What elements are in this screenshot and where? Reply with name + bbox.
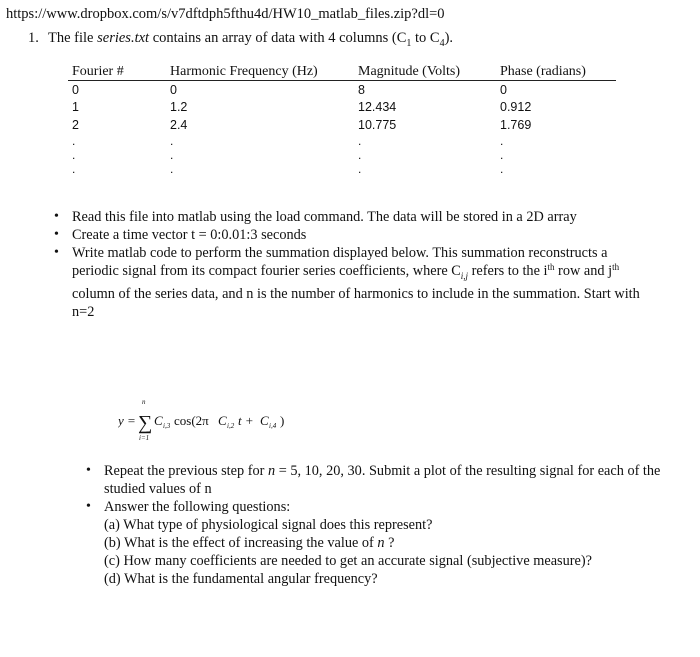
question-c: (c) How many coefficients are needed to get an accurate signal (subjective measure)?	[104, 553, 592, 569]
header-phase: Phase (radians)	[496, 64, 616, 81]
question-b-text: (b) What is the effect of increasing the value of	[104, 535, 378, 551]
list-item	[84, 498, 664, 588]
series-table	[68, 64, 616, 176]
table-cell: 10.775	[358, 117, 397, 132]
question-d: (d) What is the fundamental angular frequency?	[104, 571, 378, 587]
question-number: 1.	[28, 30, 39, 46]
eq-c3-sub: i,3	[163, 422, 171, 430]
question-b-end: ?	[384, 535, 395, 551]
eq-c2: C	[218, 413, 227, 428]
header-harmonic-frequency: Harmonic Frequency (Hz)	[166, 64, 354, 81]
table-cell: 0	[72, 82, 79, 97]
table-cell: 0	[500, 82, 507, 97]
ellipsis-cell: .	[72, 133, 76, 148]
followup-list	[84, 462, 664, 588]
list-item	[52, 208, 652, 226]
question-end: ).	[444, 30, 454, 46]
question-to: to C	[411, 30, 440, 46]
instruction-answer: Answer the following questions:	[104, 499, 291, 515]
instruction-summation: Write matlab code to perform the summation displayed below. This summation reconstructs a periodic signal from its compact fourier series coefficients, where C	[72, 245, 608, 279]
question-heading	[28, 30, 453, 49]
ellipsis-cell: .	[170, 161, 174, 176]
eq-c4: C	[260, 413, 269, 428]
table-cell: 2	[72, 117, 79, 132]
ellipsis-cell: .	[500, 161, 504, 176]
table-header-row	[68, 64, 616, 81]
list-item	[52, 226, 652, 244]
eq-t: t +	[238, 413, 254, 428]
table-row-ellipsis	[68, 134, 616, 148]
table-row	[68, 116, 616, 134]
source-url: https://www.dropbox.com/s/v7dftdph5fthu4d/HW10_matlab_files.zip?dl=0	[6, 6, 445, 22]
question-a: (a) What type of physiological signal does this represent?	[104, 517, 433, 533]
header-fourier: Fourier #	[68, 64, 166, 81]
instruction-summation-cont3: column of the series data, and n is the number of harmonics to include in the summation. Start with n=2	[72, 285, 640, 320]
ellipsis-cell: .	[358, 161, 362, 176]
question-text-cont: contains an array of data with 4 columns (C	[149, 30, 407, 46]
instruction-summation-cont: refers to the i	[468, 263, 548, 279]
table-row-ellipsis	[68, 162, 616, 176]
table-row	[68, 99, 616, 117]
instruction-repeat: Repeat the previous step for	[104, 463, 268, 479]
list-item	[52, 244, 652, 321]
list-item	[84, 462, 664, 498]
file-name: series.txt	[97, 30, 150, 46]
table-cell: 0	[170, 82, 177, 97]
instruction-summation-cont2: row and j	[554, 263, 613, 279]
eq-lhs: y =	[118, 413, 136, 428]
eq-c4-sub: i,4	[269, 422, 277, 430]
table-row	[68, 81, 616, 99]
eq-c2-sub: i,2	[227, 422, 235, 430]
summation-equation	[118, 396, 318, 446]
ellipsis-cell: .	[72, 147, 76, 162]
eq-lower-limit: i=1	[139, 434, 150, 442]
table-row-ellipsis	[68, 148, 616, 162]
eq-close: )	[280, 413, 285, 428]
table-cell: 12.434	[358, 100, 397, 115]
ellipsis-cell: .	[170, 147, 174, 162]
table-cell: 1.769	[500, 117, 532, 132]
superscript-th: th	[612, 262, 620, 272]
ellipsis-cell: .	[170, 133, 174, 148]
ellipsis-cell: .	[358, 147, 362, 162]
ellipsis-cell: .	[500, 133, 504, 148]
ellipsis-cell: .	[358, 133, 362, 148]
table-cell: 8	[358, 82, 365, 97]
table-cell: 1	[72, 100, 79, 115]
instruction-time-vector: Create a time vector t = 0:0.01:3 seconds	[72, 227, 307, 243]
instruction-list	[52, 208, 652, 321]
header-magnitude: Magnitude (Volts)	[354, 64, 496, 81]
subscript-1: 1	[406, 37, 412, 49]
variable-n: n	[267, 463, 276, 479]
subscript-ij: i,j	[460, 270, 469, 281]
subscript-4: 4	[439, 37, 445, 49]
eq-c3: C	[154, 413, 163, 428]
question-b	[104, 534, 664, 552]
table-cell: 2.4	[170, 117, 188, 132]
table-cell: 1.2	[170, 100, 188, 115]
superscript-th: th	[547, 262, 555, 272]
instruction-load: Read this file into matlab using the load command. The data will be stored in a 2D array	[72, 209, 577, 225]
eq-cos: cos(2π	[174, 413, 209, 428]
question-text: The file	[48, 30, 98, 46]
variable-n: n	[377, 535, 385, 551]
ellipsis-cell: .	[72, 161, 76, 176]
eq-upper-limit: n	[142, 398, 146, 406]
ellipsis-cell: .	[500, 147, 504, 162]
sigma-icon: ∑	[138, 412, 153, 434]
table-cell: 0.912	[500, 100, 532, 115]
instruction-repeat-cont: = 5, 10, 20, 30. Submit a plot of the resulting signal for each of the studied values of n	[104, 463, 661, 497]
